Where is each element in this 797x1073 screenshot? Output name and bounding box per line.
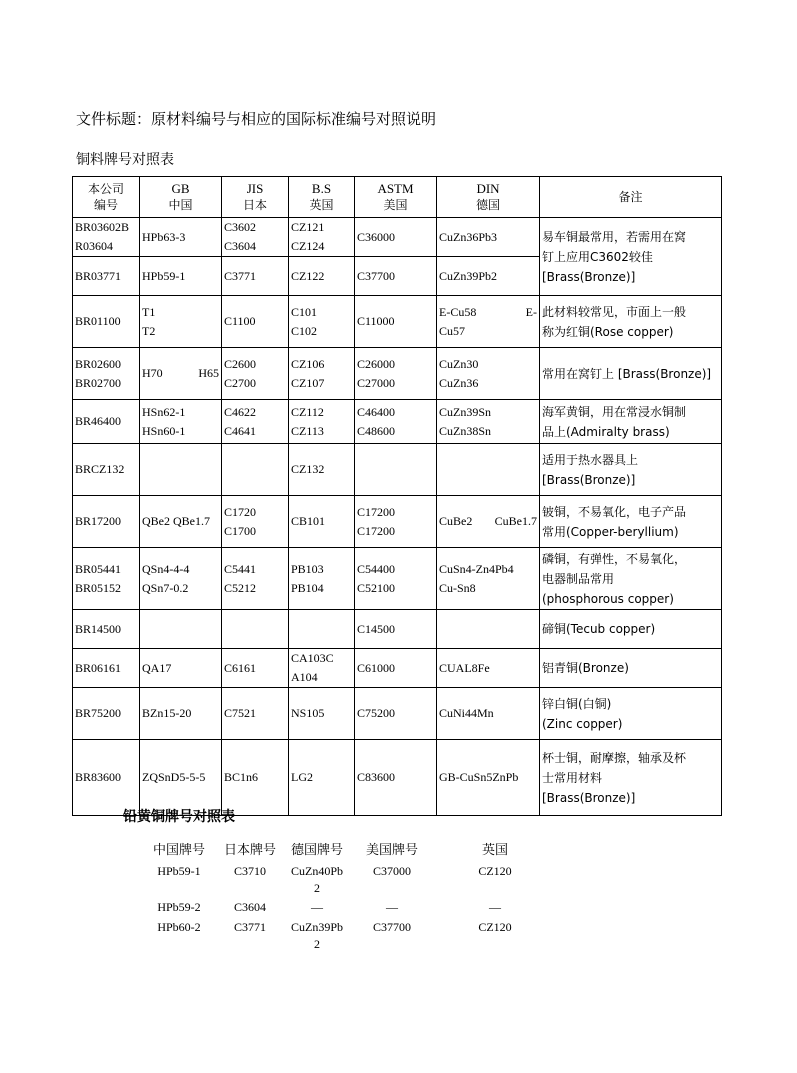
cell-line: C5441 xyxy=(224,561,257,576)
cell-line: (Zinc copper) xyxy=(542,716,623,731)
cell-token: CuBe2 xyxy=(439,514,473,528)
company-code-cell xyxy=(73,548,140,610)
cell-token: E- xyxy=(525,304,537,319)
header-line: 备注 xyxy=(618,190,643,204)
table-row xyxy=(73,548,722,610)
cell-line: C37700 xyxy=(357,268,396,283)
din-cell xyxy=(437,444,540,496)
copper-table-title: 铜料牌号对照表 xyxy=(76,152,174,168)
lead-column-header: 中国牌号 xyxy=(152,843,205,858)
cell-line: C3710 xyxy=(233,864,266,878)
table-row xyxy=(73,348,722,400)
cell-line: C1700 xyxy=(224,523,257,538)
cell-line: CuSn4-Zn4Pb4 xyxy=(439,561,514,576)
cell-line: C17200 xyxy=(357,523,396,538)
cell-line: C27000 xyxy=(357,375,396,390)
cell-line: 钉上应用C3602较佳 xyxy=(542,249,653,264)
bs-cell xyxy=(289,610,355,649)
cell-line: PB104 xyxy=(291,580,324,595)
gb-cell xyxy=(140,218,222,257)
cell-line: CZ132 xyxy=(291,462,325,476)
table-body xyxy=(73,218,722,816)
bs-cell xyxy=(289,296,355,348)
cell-line: BR46400 xyxy=(75,414,122,428)
lead-cell xyxy=(215,863,285,899)
cell-line: C46400 xyxy=(357,404,396,419)
cell-line: 称为红铜(Rose copper) xyxy=(542,324,674,339)
cell-line: C52100 xyxy=(357,580,396,595)
column-header xyxy=(437,177,540,218)
note-cell xyxy=(540,740,722,816)
astm-cell xyxy=(355,610,437,649)
bs-cell xyxy=(289,740,355,816)
jis-cell xyxy=(222,400,289,444)
note-cell xyxy=(540,296,722,348)
astm-cell xyxy=(355,400,437,444)
gb-cell xyxy=(140,740,222,816)
cell-line: BR02600 xyxy=(75,356,122,371)
header-line: ASTM xyxy=(377,181,414,196)
cell-line: C48600 xyxy=(357,423,396,438)
cell-line: BR17200 xyxy=(75,514,122,528)
cell-line: T2 xyxy=(142,323,156,338)
column-header xyxy=(140,177,222,218)
bs-cell xyxy=(289,257,355,296)
cell-line: T1 xyxy=(142,304,156,319)
din-cell xyxy=(437,400,540,444)
company-code-cell xyxy=(73,496,140,548)
cell-line: C61000 xyxy=(357,660,396,675)
lead-cell xyxy=(285,863,349,899)
company-code-cell xyxy=(73,218,140,257)
cell-line: HPb59-2 xyxy=(157,900,201,914)
jis-cell xyxy=(222,296,289,348)
din-cell xyxy=(437,740,540,816)
cell-line: 此材料较常见，市面上一般 xyxy=(542,304,687,319)
lead-cell xyxy=(435,919,555,955)
gb-cell xyxy=(140,688,222,740)
astm-cell xyxy=(355,548,437,610)
lead-brass-table xyxy=(143,842,555,955)
astm-cell xyxy=(355,348,437,400)
bs-cell xyxy=(289,400,355,444)
cell-line: C1720 xyxy=(224,504,257,519)
cell-line: 铍铜，不易氧化，电子产品 xyxy=(542,504,687,519)
cell-line: C75200 xyxy=(357,706,396,720)
note-cell xyxy=(540,496,722,548)
cell-line: A104 xyxy=(291,670,318,684)
note-cell xyxy=(540,548,722,610)
cell-line: C54400 xyxy=(357,561,396,576)
din-cell xyxy=(437,610,540,649)
cell-line: CuZn36 xyxy=(439,375,479,390)
cell-line: (phosphorous copper) xyxy=(542,591,674,606)
cell-line: R03604 xyxy=(75,239,114,253)
cell-line: C2700 xyxy=(224,375,257,390)
cell-line: CZ106 xyxy=(291,356,325,371)
cell-line: C37000 xyxy=(372,864,411,878)
astm-cell xyxy=(355,444,437,496)
astm-cell xyxy=(355,740,437,816)
cell-line: 电器制品常用 xyxy=(542,571,615,586)
lead-cell xyxy=(349,863,435,899)
gb-cell xyxy=(140,348,222,400)
cell-line: QA17 xyxy=(142,660,172,675)
gb-cell xyxy=(140,649,222,688)
note-cell xyxy=(540,400,722,444)
copper-grade-table xyxy=(72,176,722,816)
company-code-cell xyxy=(73,444,140,496)
bs-cell xyxy=(289,688,355,740)
cell-line: C3604 xyxy=(224,239,257,253)
note-cell xyxy=(540,688,722,740)
cell-line: CZ120 xyxy=(478,864,512,878)
note-cell xyxy=(540,610,722,649)
cell-line: [Brass(Bronze)] xyxy=(542,790,636,805)
bs-cell xyxy=(289,649,355,688)
header-line: DIN xyxy=(476,181,500,196)
lead-cell xyxy=(215,919,285,955)
company-code-cell xyxy=(73,400,140,444)
lead-cell xyxy=(435,899,555,919)
lead-cell xyxy=(143,919,215,955)
cell-line: CuZn39Pb xyxy=(290,920,343,934)
column-header xyxy=(73,177,140,218)
company-code-cell xyxy=(73,688,140,740)
bs-cell xyxy=(289,218,355,257)
cell-line: BR05441 xyxy=(75,561,122,576)
company-code-cell xyxy=(73,649,140,688)
cell-line: C7521 xyxy=(224,706,257,720)
din-cell xyxy=(437,688,540,740)
column-header xyxy=(289,177,355,218)
cell-line: CuZn38Sn xyxy=(439,423,492,438)
cell-line: CZ107 xyxy=(291,375,325,390)
cell-line: CZ124 xyxy=(291,239,325,253)
bs-cell xyxy=(289,348,355,400)
jis-cell xyxy=(222,496,289,548)
cell-line: LG2 xyxy=(291,770,313,784)
cell-line: 常用在窝钉上 [Brass(Bronze)] xyxy=(542,366,712,381)
astm-cell xyxy=(355,296,437,348)
header-line: GB xyxy=(171,181,190,196)
header-line: 德国 xyxy=(475,198,500,212)
lead-cell xyxy=(285,899,349,919)
lead-cell xyxy=(215,899,285,919)
cell-line: HSn62-1 xyxy=(142,404,186,419)
cell-line: — xyxy=(311,900,323,914)
cell-line: BR01100 xyxy=(75,314,121,328)
astm-cell xyxy=(355,688,437,740)
cell-line: CuZn36Pb3 xyxy=(439,229,498,244)
lead-cell xyxy=(435,863,555,899)
document-title: 文件标题：原材料编号与相应的国际标准编号对照说明 xyxy=(76,110,437,128)
lead-column-header: 美国牌号 xyxy=(365,843,418,858)
gb-cell xyxy=(140,496,222,548)
cell-line: C3771 xyxy=(233,920,266,934)
table-row xyxy=(73,444,722,496)
cell-line: HPb63-3 xyxy=(142,229,186,244)
table-row xyxy=(73,296,722,348)
jis-cell xyxy=(222,688,289,740)
lead-cell xyxy=(143,899,215,919)
cell-line: HPb60-2 xyxy=(157,920,201,934)
cell-token: E-Cu58 xyxy=(439,304,477,319)
cell-line: CZ120 xyxy=(478,920,512,934)
cell-line: C2600 xyxy=(224,356,257,371)
cell-line xyxy=(439,303,537,322)
astm-cell xyxy=(355,496,437,548)
jis-cell xyxy=(222,218,289,257)
cell-line: [Brass(Bronze)] xyxy=(542,472,636,487)
cell-line: 品上(Admiralty brass) xyxy=(542,424,670,439)
company-code-cell xyxy=(73,296,140,348)
table-row xyxy=(73,218,722,257)
cell-line: BRCZ132 xyxy=(75,462,125,476)
cell-line: QSn7-0.2 xyxy=(142,580,189,595)
gb-cell xyxy=(140,444,222,496)
cell-line: — xyxy=(489,900,501,914)
cell-line: C14500 xyxy=(357,621,396,636)
cell-line: QSn4-4-4 xyxy=(142,561,190,576)
gb-cell xyxy=(140,400,222,444)
cell-line: 常用(Copper-beryllium) xyxy=(542,524,679,539)
jis-cell xyxy=(222,444,289,496)
cell-line: HPb59-1 xyxy=(157,864,201,878)
cell-line: C3604 xyxy=(233,900,266,914)
header-line: B.S xyxy=(311,181,332,196)
cell-line: GB-CuSn5ZnPb xyxy=(439,770,519,784)
cell-line: C4641 xyxy=(224,423,257,438)
cell-line: CuZn40Pb xyxy=(290,864,343,878)
din-cell xyxy=(437,296,540,348)
cell-line: C11000 xyxy=(357,314,395,328)
jis-cell xyxy=(222,610,289,649)
cell-line: C26000 xyxy=(357,356,396,371)
din-cell xyxy=(437,257,540,296)
jis-cell xyxy=(222,548,289,610)
cell-line: C36000 xyxy=(357,229,396,244)
cell-line: CB101 xyxy=(291,514,326,528)
cell-line: CuZn30 xyxy=(439,356,479,371)
din-cell xyxy=(437,348,540,400)
cell-line: C3602 xyxy=(224,220,257,234)
cell-line: BC1n6 xyxy=(224,770,259,784)
column-header xyxy=(222,177,289,218)
cell-line: CZ122 xyxy=(291,268,325,283)
gb-cell xyxy=(140,296,222,348)
cell-line: Cu57 xyxy=(439,323,466,338)
header-line: 编号 xyxy=(93,198,118,212)
bs-cell xyxy=(289,496,355,548)
cell-line: Cu-Sn8 xyxy=(439,580,476,595)
cell-token: H70 xyxy=(142,366,163,380)
header-line: 本公司 xyxy=(87,182,124,196)
jis-cell xyxy=(222,348,289,400)
cell-line: 锌白铜(白铜) xyxy=(542,696,612,711)
cell-line: C102 xyxy=(291,323,318,338)
cell-line: C37700 xyxy=(372,920,411,934)
cell-line: BR02700 xyxy=(75,375,122,390)
cell-line: C5212 xyxy=(224,580,257,595)
astm-cell xyxy=(355,649,437,688)
table-row xyxy=(73,740,722,816)
astm-cell xyxy=(355,257,437,296)
lead-cell xyxy=(349,899,435,919)
cell-line: CA103C xyxy=(291,651,334,665)
cell-line: — xyxy=(386,900,398,914)
cell-line: 杯士铜，耐摩擦，轴承及杯 xyxy=(542,750,687,765)
cell-line: CZ121 xyxy=(291,220,325,234)
cell-line: BZn15-20 xyxy=(142,706,192,720)
cell-line: 磷铜，有弹性，不易氧化， xyxy=(542,551,687,566)
cell-line: 2 xyxy=(314,937,320,951)
cell-line: 士常用材料 xyxy=(542,770,603,785)
din-cell xyxy=(437,649,540,688)
column-header xyxy=(355,177,437,218)
lead-column-header: 日本牌号 xyxy=(223,843,276,858)
jis-cell xyxy=(222,257,289,296)
lead-cell xyxy=(349,919,435,955)
lead-header-row xyxy=(143,842,555,863)
lead-table-row xyxy=(143,863,555,899)
gb-cell xyxy=(140,257,222,296)
header-line: 日本 xyxy=(242,198,267,212)
cell-line: QBe2 QBe1.7 xyxy=(142,514,210,528)
company-code-cell xyxy=(73,257,140,296)
table-row xyxy=(73,496,722,548)
lead-cell xyxy=(285,919,349,955)
cell-line: ZQSnD5-5-5 xyxy=(142,770,206,784)
jis-cell xyxy=(222,740,289,816)
cell-line: CuZn39Sn xyxy=(439,404,492,419)
cell-line: [Brass(Bronze)] xyxy=(542,269,636,284)
cell-line: BR14500 xyxy=(75,621,122,636)
astm-cell xyxy=(355,218,437,257)
din-cell xyxy=(437,218,540,257)
table-row xyxy=(73,688,722,740)
header-line: 美国 xyxy=(383,198,408,212)
bs-cell xyxy=(289,444,355,496)
cell-line: CuZn39Pb2 xyxy=(439,268,498,283)
cell-line xyxy=(439,512,537,531)
cell-line: C3771 xyxy=(224,268,257,283)
company-code-cell xyxy=(73,348,140,400)
cell-line: BR83600 xyxy=(75,770,122,784)
table-row xyxy=(73,400,722,444)
cell-line: HPb59-1 xyxy=(142,268,186,283)
note-cell xyxy=(540,348,722,400)
cell-line: PB103 xyxy=(291,561,324,576)
cell-line: 碲铜(Tecub copper) xyxy=(542,622,656,636)
cell-line: CZ112 xyxy=(291,404,324,419)
cell-line: HSn60-1 xyxy=(142,423,186,438)
cell-line: BR05152 xyxy=(75,580,122,595)
bs-cell xyxy=(289,548,355,610)
jis-cell xyxy=(222,649,289,688)
cell-line: 易车铜最常用，若需用在窝 xyxy=(542,229,687,244)
cell-line: C101 xyxy=(291,304,318,319)
cell-token: H65 xyxy=(198,366,219,380)
lead-column-header: 德国牌号 xyxy=(290,843,343,858)
lead-cell xyxy=(143,863,215,899)
din-cell xyxy=(437,496,540,548)
cell-line: CUAL8Fe xyxy=(439,660,490,675)
lead-brass-table-title: 铅黄铜牌号对照表 xyxy=(123,809,235,825)
header-line: 中国 xyxy=(168,198,193,212)
cell-line: 适用于热水器具上 xyxy=(542,452,639,467)
gb-cell xyxy=(140,548,222,610)
gb-cell xyxy=(140,610,222,649)
cell-line: C4622 xyxy=(224,404,257,419)
cell-token: CuBe1.7 xyxy=(494,514,537,528)
lead-table-row xyxy=(143,899,555,919)
cell-line: C6161 xyxy=(224,660,257,675)
cell-line: BR06161 xyxy=(75,660,122,675)
cell-line: C83600 xyxy=(357,770,396,784)
header-line: JIS xyxy=(246,181,264,196)
cell-line: BR03602B xyxy=(75,220,130,234)
cell-line xyxy=(142,364,219,383)
lead-column-header: 英国 xyxy=(481,843,508,858)
cell-line: C1100 xyxy=(224,314,256,328)
cell-line: CZ113 xyxy=(291,423,324,438)
table-row xyxy=(73,649,722,688)
cell-line: BR75200 xyxy=(75,706,122,720)
company-code-cell xyxy=(73,610,140,649)
lead-table-row xyxy=(143,919,555,955)
cell-line: C17200 xyxy=(357,504,396,519)
column-header xyxy=(540,177,722,218)
table-row xyxy=(73,610,722,649)
cell-line: CuNi44Mn xyxy=(439,706,494,720)
cell-line: 2 xyxy=(314,881,320,895)
note-cell xyxy=(540,444,722,496)
cell-line: 铝青铜(Bronze) xyxy=(542,661,629,675)
note-cell xyxy=(540,218,722,296)
cell-line: 海军黄铜，用在常浸水铜制 xyxy=(542,404,687,419)
cell-line: NS105 xyxy=(291,706,325,720)
note-cell xyxy=(540,649,722,688)
table-header-row xyxy=(73,177,722,218)
header-line: 英国 xyxy=(309,198,334,212)
company-code-cell xyxy=(73,740,140,816)
din-cell xyxy=(437,548,540,610)
cell-line: BR03771 xyxy=(75,268,122,283)
